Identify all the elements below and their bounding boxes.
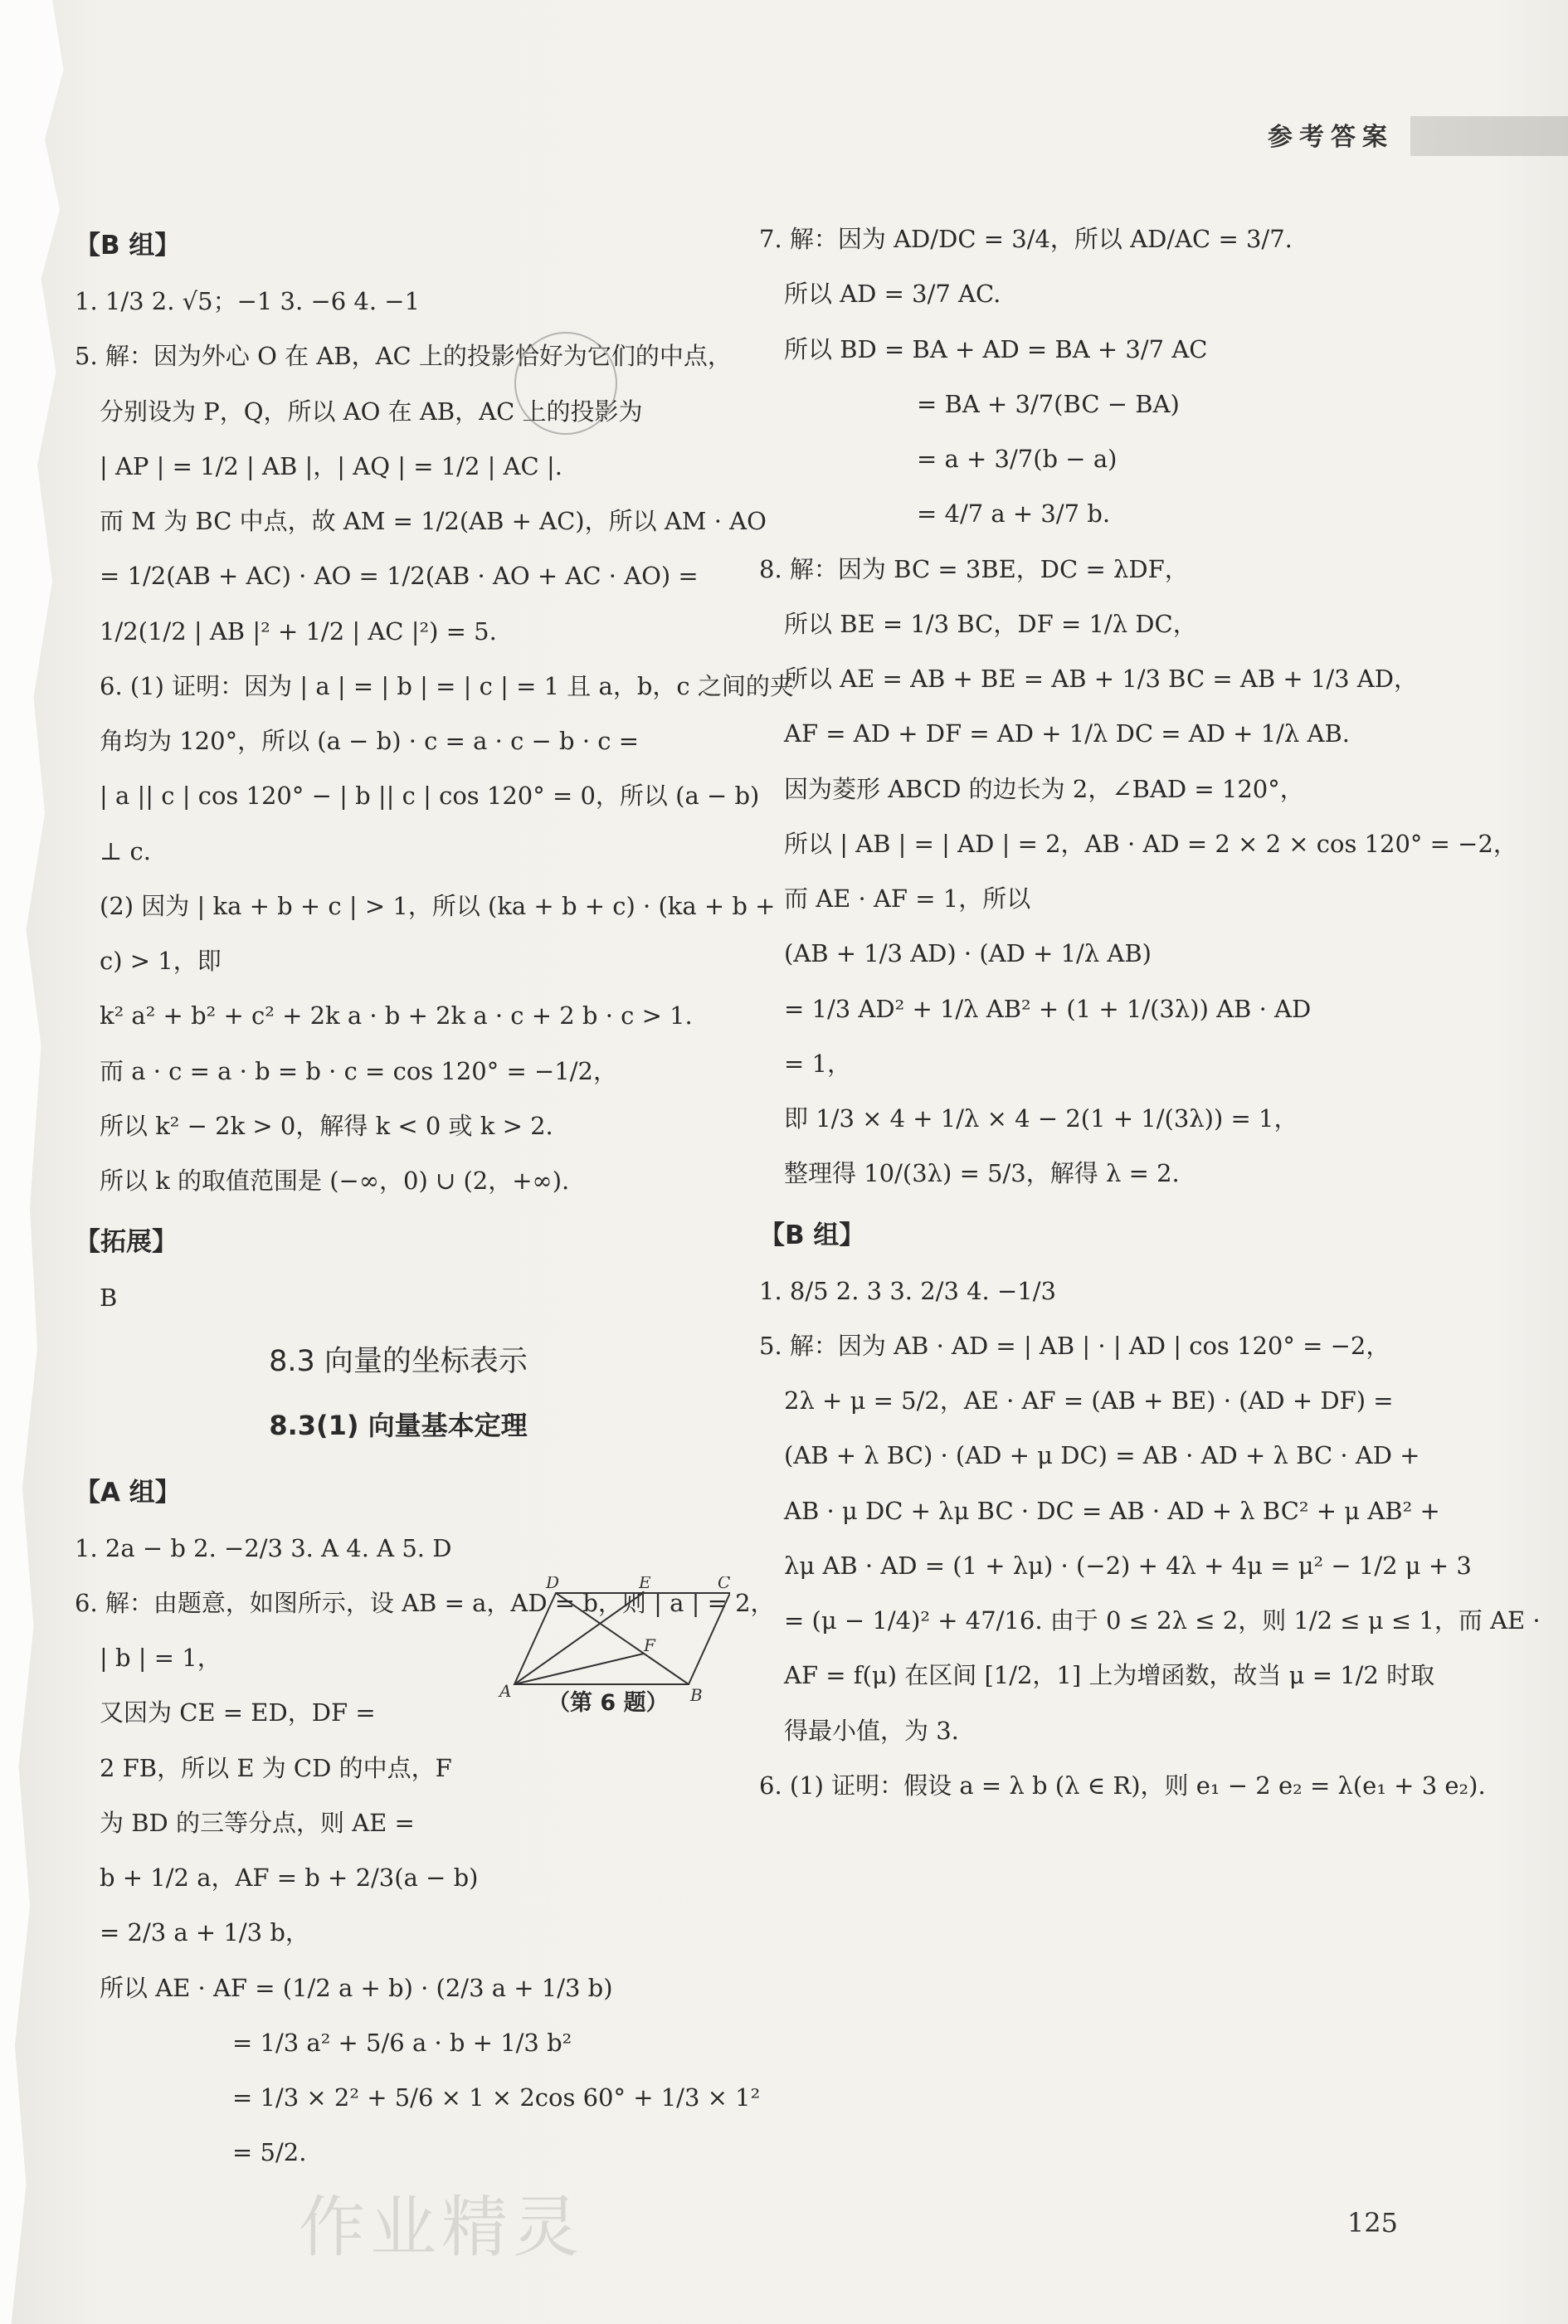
page-number: 125 bbox=[1346, 2207, 1398, 2239]
header-title: 参考答案 bbox=[1268, 123, 1394, 152]
left-line-1: 1. 1/3 2. √5；−1 3. −6 4. −1 bbox=[75, 287, 421, 315]
right-line-23: AB · μ DC + λμ BC · DC = AB · AD + λ BC² + μ AB² + bbox=[784, 1496, 1440, 1525]
left-line-33: = 1/3 × 2² + 5/6 × 1 × 2cos 60° + 1/3 × 1² bbox=[232, 2083, 761, 2112]
left-line-19: B bbox=[100, 1284, 118, 1313]
left-line-9: 角均为 120°，所以 (a − b) · c = a · c − b · c = bbox=[100, 727, 640, 755]
left-line-16: 所以 k² − 2k > 0，解得 k < 0 或 k > 2. bbox=[100, 1111, 553, 1140]
left-line-25: | b | = 1， bbox=[100, 1644, 222, 1672]
left-line-27: 2 FB，所以 E 为 CD 的中点，F bbox=[100, 1753, 452, 1782]
left-line-30: = 2/3 a + 1/3 b， bbox=[100, 1918, 309, 1947]
figure-caption: （第 6 题） bbox=[548, 1690, 669, 1716]
right-line-1: 所以 AD = 3/7 AC. bbox=[784, 280, 1001, 309]
right-line-22: (AB + λ BC) · (AD + μ DC) = AB · AD + λ BC · AD + bbox=[784, 1441, 1420, 1470]
right-line-12: 而 AE · AF = 1，所以 bbox=[784, 884, 1031, 913]
left-line-3: 分别设为 P，Q，所以 AO 在 AB，AC 上的投影为 bbox=[100, 397, 643, 426]
left-line-31: 所以 AE · AF = (1/2 a + b) · (2/3 a + 1/3 b) bbox=[100, 1973, 613, 2002]
left-line-10: | a || c | cos 120° − | b || c | cos 120° = 0，所以 (a − b) bbox=[100, 782, 760, 811]
header-bar bbox=[1410, 116, 1568, 156]
left-line-14: k² a² + b² + c² + 2k a · b + 2k a · c + 2 b · c > 1. bbox=[100, 1001, 693, 1030]
right-group-18: 【B 组】 bbox=[759, 1220, 865, 1250]
right-line-15: = 1， bbox=[784, 1049, 851, 1078]
left-line-4: | AP | = 1/2 | AB |，| AQ | = 1/2 | AC |. bbox=[100, 451, 562, 480]
right-line-21: 2λ + μ = 5/2，AE · AF = (AB + BE) · (AD + DF) = bbox=[784, 1386, 1394, 1415]
right-line-8: 所以 AE = AB + BE = AB + 1/3 BC = AB + 1/3 AD， bbox=[784, 665, 1418, 693]
right-line-20: 5. 解：因为 AB · AD = | AB | · | AD | cos 120° = −2， bbox=[759, 1331, 1390, 1360]
right-line-3: = BA + 3/7(BC − BA) bbox=[917, 389, 1180, 418]
left-sub-21: 8.3(1) 向量基本定理 bbox=[269, 1409, 528, 1441]
line-db bbox=[556, 1593, 689, 1684]
left-line-28: 为 BD 的三等分点，则 AE = bbox=[100, 1808, 415, 1837]
left-group-0: 【B 组】 bbox=[75, 231, 181, 261]
left-line-24: 6. 解：由题意，如图所示，设 AB = a，AD = b，则 | a | = 2， bbox=[75, 1588, 775, 1617]
left-line-29: b + 1/2 a，AF = b + 2/3(a − b) bbox=[100, 1864, 479, 1892]
right-line-26: AF = f(μ) 在区间 [1/2，1] 上为增函数，故当 μ = 1/2 时取 bbox=[784, 1661, 1435, 1690]
right-line-25: = (μ − 1/4)² + 47/16. 由于 0 ≤ 2λ ≤ 2，则 1/2 ≤ μ ≤ 1，而 AE · bbox=[784, 1606, 1541, 1635]
left-line-2: 5. 解：因为外心 O 在 AB，AC 上的投影恰好为它们的中点， bbox=[75, 342, 732, 371]
right-line-0: 7. 解：因为 AD/DC = 3/4，所以 AD/AC = 3/7. bbox=[759, 225, 1293, 253]
right-line-5: = 4/7 a + 3/7 b. bbox=[917, 499, 1111, 529]
left-line-32: = 1/3 a² + 5/6 a · b + 1/3 b² bbox=[232, 2028, 572, 2057]
right-line-28: 6. (1) 证明：假设 a = λ b (λ ∈ R)，则 e₁ − 2 e₂ = λ(e₁ + 3 e₂). bbox=[759, 1771, 1486, 1800]
left-line-13: c) > 1，即 bbox=[100, 947, 222, 975]
left-line-17: 所以 k 的取值范围是 (−∞，0) ∪ (2，+∞). bbox=[100, 1167, 570, 1195]
left-line-23: 1. 2a − b 2. −2/3 3. A 4. A 5. D bbox=[75, 1533, 452, 1562]
right-column bbox=[759, 224, 1541, 1825]
right-line-6: 8. 解：因为 BC = 3BE，DC = λDF， bbox=[759, 554, 1189, 583]
right-line-7: 所以 BE = 1/3 BC，DF = 1/λ DC， bbox=[784, 609, 1197, 638]
left-sec-20: 8.3 向量的坐标表示 bbox=[269, 1344, 528, 1378]
right-line-27: 得最小值，为 3. bbox=[784, 1716, 959, 1745]
left-line-6: = 1/2(AB + AC) · AO = 1/2(AB · AO + AC · AO) = bbox=[100, 562, 699, 591]
line-af bbox=[514, 1654, 644, 1684]
right-line-17: 整理得 10/(3λ) = 5/3，解得 λ = 2. bbox=[784, 1159, 1180, 1188]
torn-edge bbox=[0, 0, 75, 2324]
label-a: A bbox=[499, 1681, 512, 1701]
label-f: F bbox=[644, 1635, 655, 1655]
left-line-34: = 5/2. bbox=[232, 2138, 307, 2167]
right-line-2: 所以 BD = BA + AD = BA + 3/7 AC bbox=[784, 334, 1208, 363]
label-d: D bbox=[546, 1576, 560, 1592]
left-column bbox=[75, 224, 794, 2193]
left-group-18: 【拓展】 bbox=[75, 1227, 178, 1258]
right-line-24: λμ AB · AD = (1 + λμ) · (−2) + 4λ + 4μ = μ² − 1/2 μ + 3 bbox=[784, 1551, 1472, 1580]
right-line-10: 因为菱形 ABCD 的边长为 2，∠BAD = 120°， bbox=[784, 774, 1304, 803]
label-b: B bbox=[690, 1685, 703, 1705]
right-line-9: AF = AD + DF = AD + 1/λ DC = AD + 1/λ AB. bbox=[784, 719, 1350, 748]
left-line-7: 1/2(1/2 | AB |² + 1/2 | AC |²) = 5. bbox=[100, 616, 497, 646]
stamp bbox=[514, 332, 617, 435]
right-line-14: = 1/3 AD² + 1/λ AB² + (1 + 1/(3λ)) AB · AD bbox=[784, 994, 1312, 1023]
right-line-4: = a + 3/7(b − a) bbox=[917, 445, 1118, 473]
label-e: E bbox=[639, 1576, 651, 1592]
right-line-19: 1. 8/5 2. 3 3. 2/3 4. −1/3 bbox=[759, 1276, 1056, 1305]
left-line-5: 而 M 为 BC 中点，故 AM = 1/2(AB + AC)，所以 AM · AO bbox=[100, 507, 767, 535]
right-line-11: 所以 | AB | = | AD | = 2，AB · AD = 2 × 2 × cos 120° = −2， bbox=[784, 829, 1517, 858]
left-line-12: (2) 因为 | ka + b + c | > 1，所以 (ka + b + c) · (ka + b + bbox=[100, 891, 776, 920]
right-line-16: 即 1/3 × 4 + 1/λ × 4 − 2(1 + 1/(3λ)) = 1， bbox=[784, 1104, 1298, 1133]
left-line-15: 而 a · c = a · b = b · c = cos 120° = −1/2， bbox=[100, 1056, 617, 1085]
left-line-26: 又因为 CE = ED，DF = bbox=[100, 1698, 376, 1727]
right-line-13: (AB + 1/3 AD) · (AD + 1/λ AB) bbox=[784, 939, 1152, 968]
left-line-8: 6. (1) 证明：因为 | a | = | b | = | c | = 1 且 a，b，c 之间的夹 bbox=[100, 671, 794, 700]
left-line-11: ⊥ c. bbox=[100, 836, 151, 865]
left-group-22: 【A 组】 bbox=[75, 1477, 181, 1508]
label-c: C bbox=[718, 1576, 730, 1592]
watermark: 作业精灵 bbox=[299, 2189, 584, 2266]
